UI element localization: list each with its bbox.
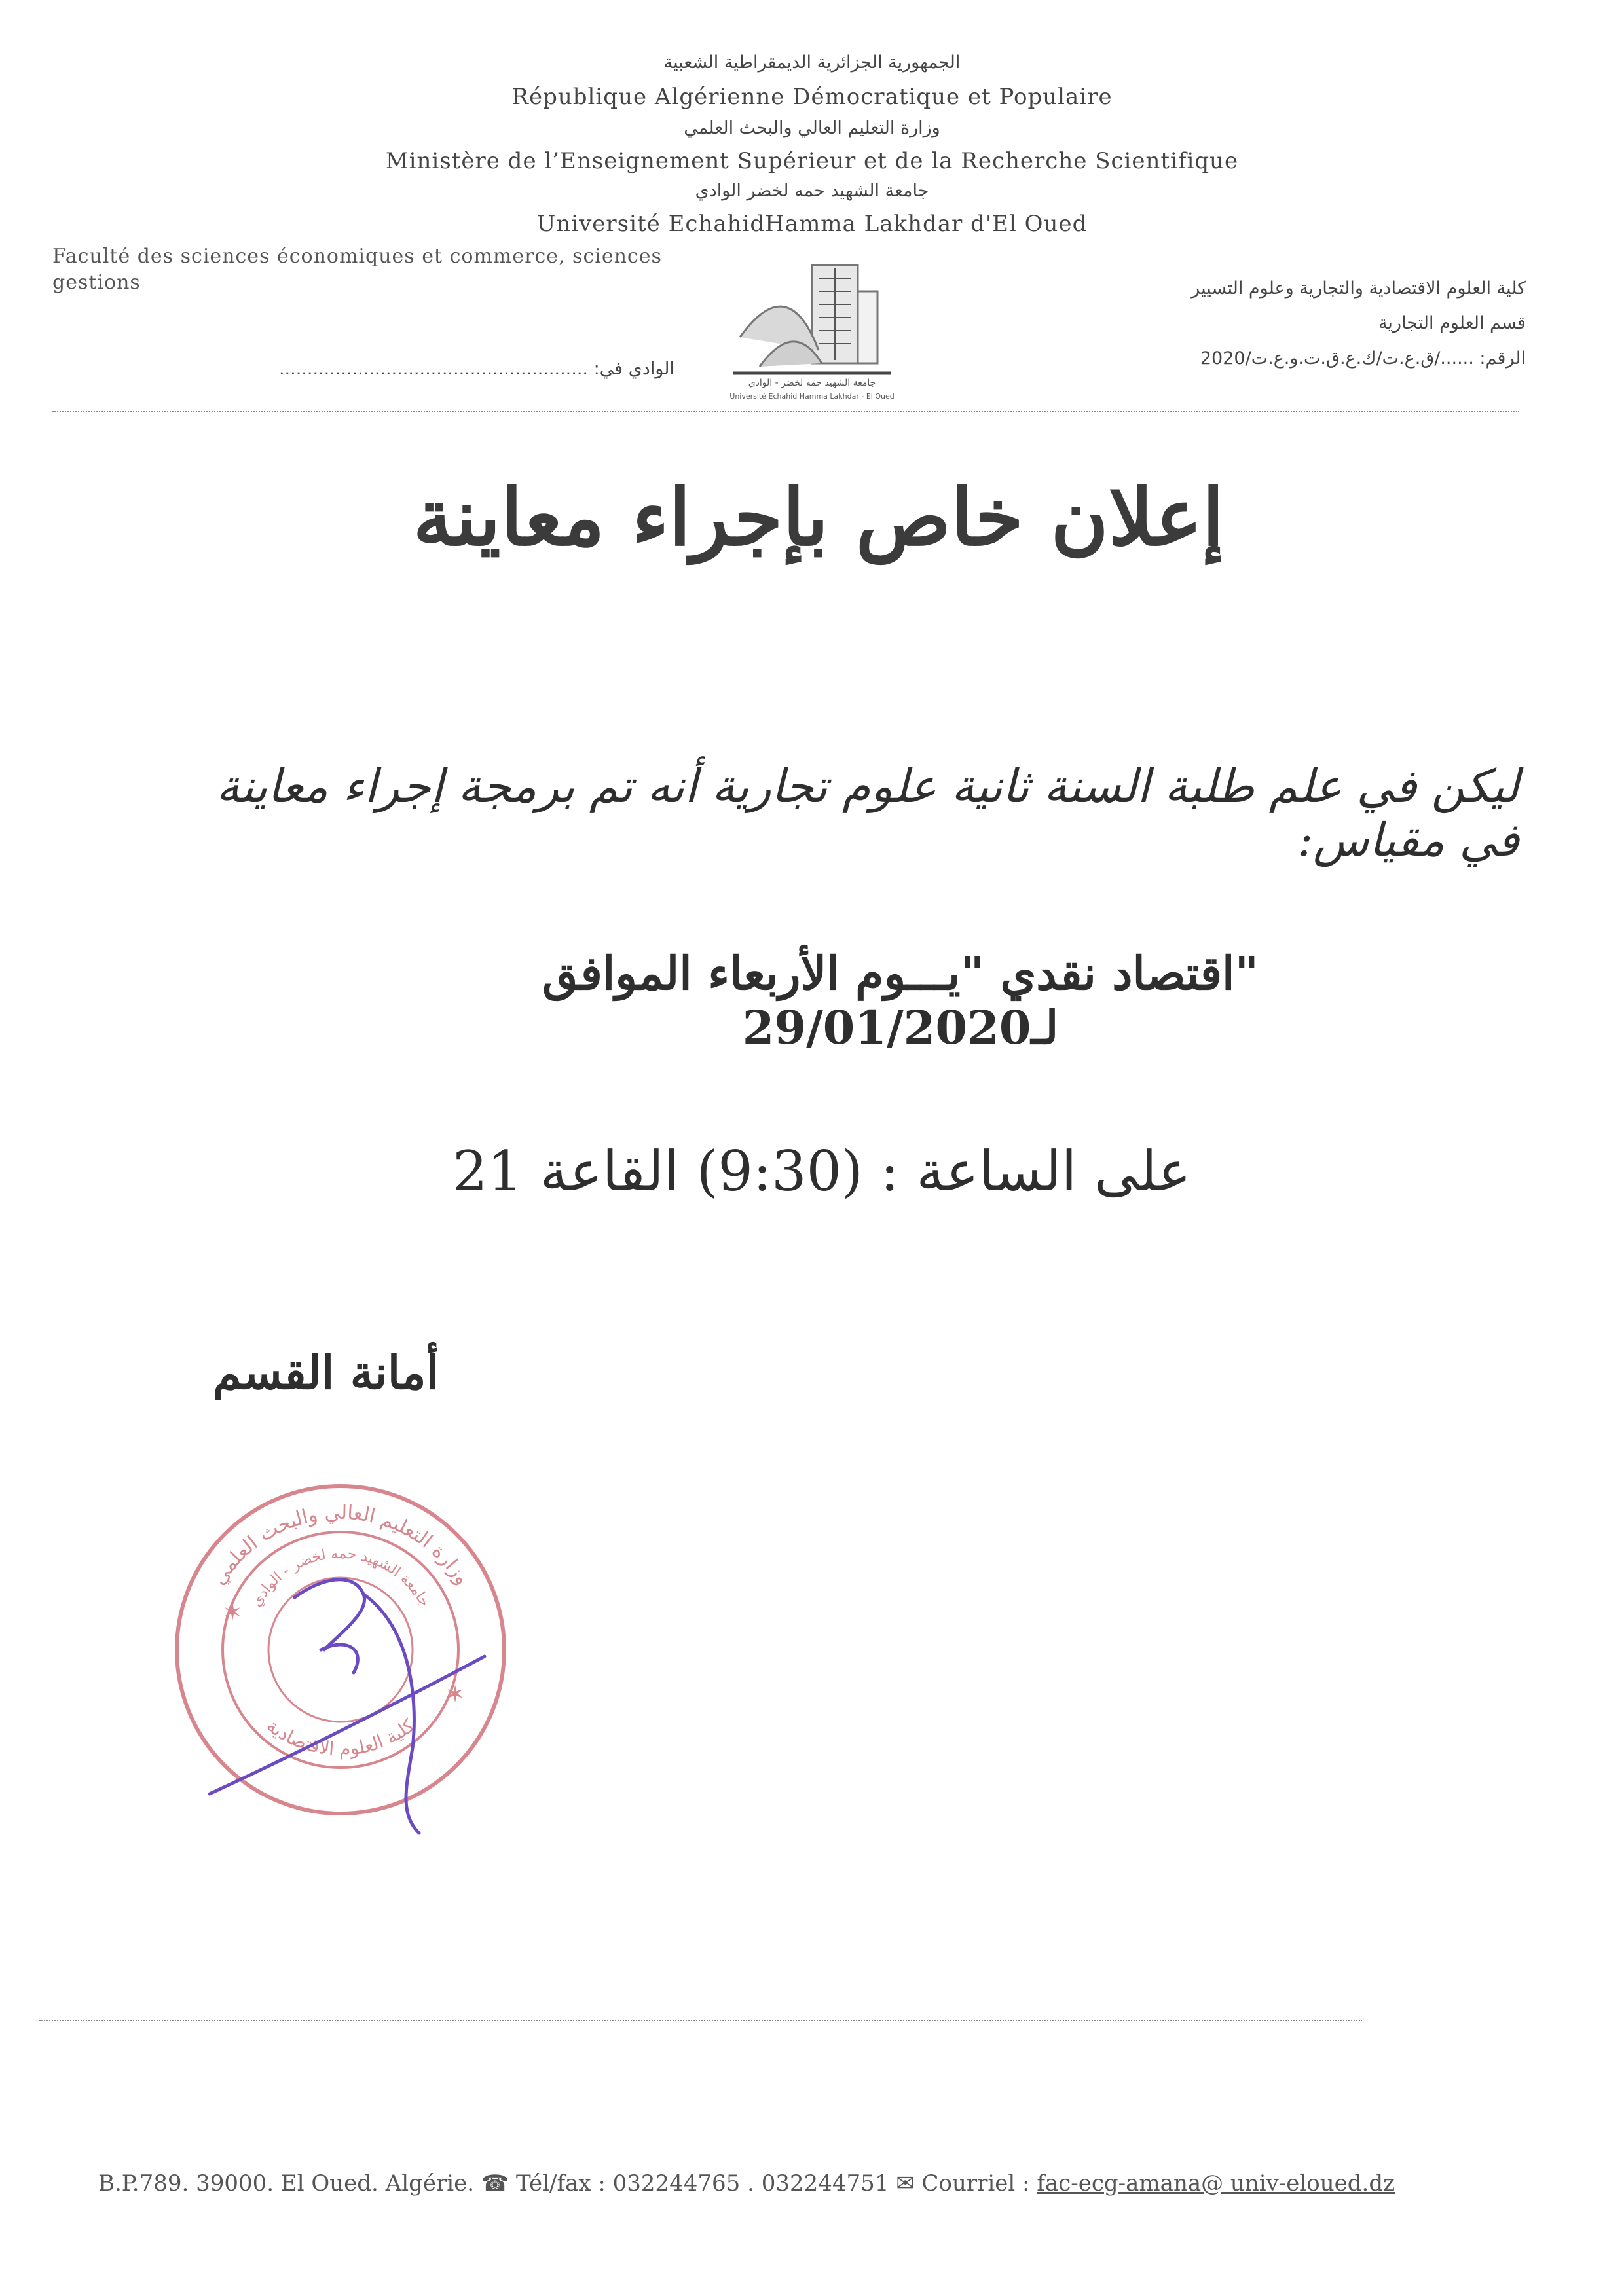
signatory: أمانة القسم	[213, 1345, 439, 1400]
faculty-french-line2: gestions	[52, 271, 141, 294]
republic-arabic: الجمهورية الجزائرية الديمقراطية الشعبية	[663, 52, 961, 73]
faculty-arabic: كلية العلوم الاقتصادية والتجارية وعلوم التسيير	[1191, 278, 1526, 299]
reference-number: الرقم: ....../ق.ع.ت/ك.ع.ق.ت.و.ع.ت/2020	[1200, 348, 1526, 369]
republic-french: République Algérienne Démocratique et Populaire	[511, 84, 1113, 110]
footer-phone: Tél/fax : 032244765 . 032244751	[516, 2170, 889, 2196]
footer-address: B.P.789. 39000. El Oued. Algérie.	[98, 2170, 475, 2196]
faculty-french-line1: Faculté des sciences économiques et commerce, sciences	[52, 245, 662, 268]
ministry-french: Ministère de l’Enseignement Supérieur et de la Recherche Scientifique	[385, 148, 1239, 174]
stamp-ring-text-mid: جامعة الشهيد حمه لخضر - الوادي	[248, 1545, 433, 1610]
university-arabic: جامعة الشهيد حمه لخضر الوادي	[695, 181, 929, 201]
university-french: Université EchahidHamma Lakhdar d'El Oued	[536, 211, 1088, 237]
stamp-ring-text-bottom: كلية العلوم الاقتصادية	[263, 1715, 418, 1760]
logo-caption-french: Université Echahid Hamma Lakhdar - El Oued	[729, 392, 895, 401]
department-arabic: قسم العلوم التجارية	[1378, 313, 1526, 333]
phone-icon: ☎	[481, 2170, 509, 2196]
header-divider	[52, 411, 1519, 412]
announcement-title: إعلان خاص بإجراء معاينة	[413, 471, 1225, 564]
university-logo	[714, 252, 910, 409]
svg-text:✶: ✶	[223, 1599, 243, 1626]
stamp-ring-text-top: وزارة التعليم العالي والبحث العلمي	[207, 1501, 474, 1590]
time-room-line: على الساعة : (9:30) القاعة 21	[452, 1139, 1191, 1203]
ministry-arabic: وزارة التعليم العالي والبحث العلمي	[684, 118, 940, 138]
footer-email-label: Courriel :	[921, 2170, 1030, 2196]
announcement-intro: ليكن في علم طلبة السنة ثانية علوم تجارية أنه تم برمجة إجراء معاينة في مقياس:	[216, 759, 1519, 867]
logo-caption-arabic: جامعة الشهيد حمه لخضر - الوادي	[748, 378, 876, 388]
footer-email-link[interactable]: fac-ecg-amana@ univ-eloued.dz	[1037, 2170, 1395, 2196]
handwritten-signature	[196, 1558, 498, 1859]
footer-contact	[98, 2170, 1539, 2196]
mail-icon: ✉	[896, 2170, 915, 2196]
module-date-line: "اقتصاد نقدي "يـــوم الأربعاء الموافق لـ29/01/2020	[542, 946, 1259, 1055]
svg-text:✶: ✶	[445, 1681, 466, 1708]
place-date-line: الوادي في: .......................................................	[278, 359, 674, 379]
footer-divider	[39, 2020, 1362, 2021]
